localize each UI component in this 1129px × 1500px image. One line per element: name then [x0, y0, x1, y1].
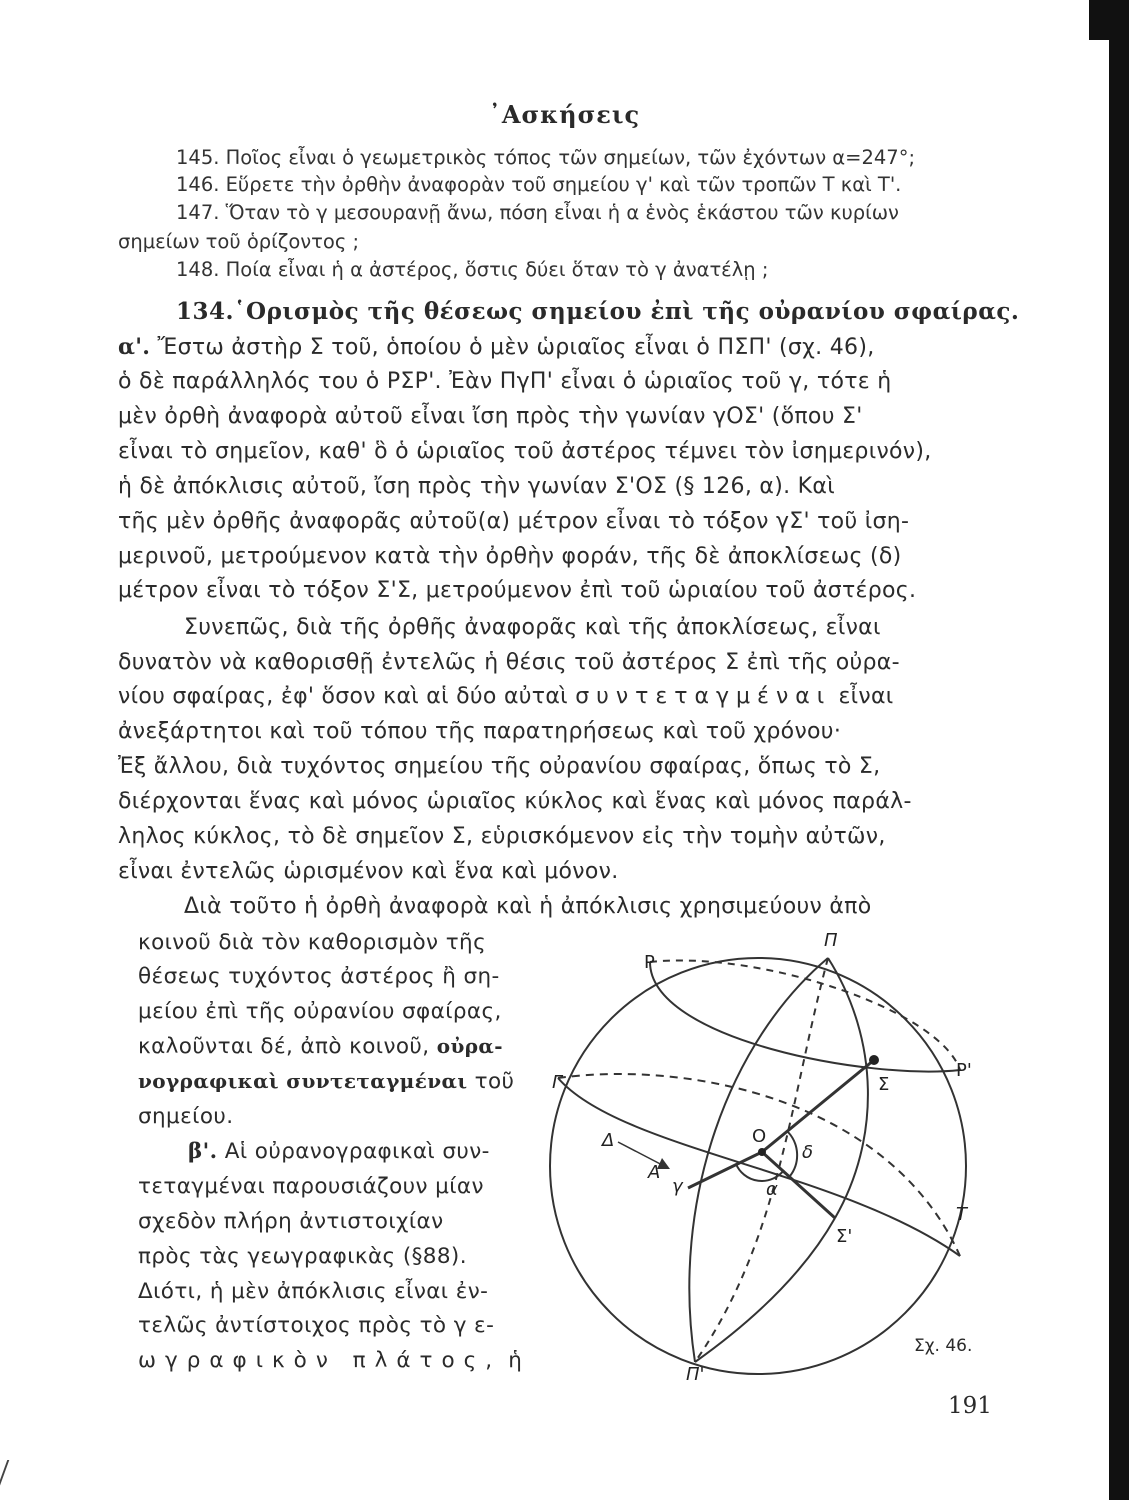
paragraph-line: καλοῦνται δέ, ἀπὸ κοινοῦ, οὐρα-: [138, 1034, 503, 1059]
figure-46-celestial-sphere: [540, 920, 1000, 1380]
exercise-147-cont: σημείων τοῦ ὁρίζοντος ;: [118, 230, 360, 253]
hour-circle-star: [828, 958, 868, 1218]
paragraph-line: πρὸς τὰς γεωγραφικὰς (§88).: [138, 1244, 467, 1269]
paragraph-line: μὲν ὀρθὴ ἀναφορὰ αὐτοῦ εἶναι ἴση πρὸς τὴν γωνίαν γΟΣ' (ὅπου Σ': [118, 404, 863, 429]
paragraph-line: διέρχονται ἕνας καὶ μόνος ὡριαῖος κύκλος καὶ ἕνας καὶ μόνος παράλ-: [118, 789, 912, 814]
exercise-146: 146. Εὕρετε τὴν ὀρθὴν ἀναφορὰν τοῦ σημείου γ' καὶ τῶν τροπῶν Τ καὶ Τ'.: [176, 173, 902, 196]
label-P: Ρ: [644, 952, 655, 973]
page-heading: ᾿Ασκήσεις: [488, 100, 641, 129]
bold-term: οὐρα-: [436, 1034, 503, 1058]
paragraph-line: σχεδὸν πλήρη ἀντιστοιχίαν: [138, 1209, 444, 1234]
section-number: 134.: [176, 298, 235, 325]
section-title-text: ῾Ορισμὸς τῆς θέσεως σημείου ἐπὶ τῆς οὐρανίου σφαίρας.: [234, 298, 1020, 325]
paragraph-line: μείου ἐπὶ τῆς οὐρανίου σφαίρας,: [138, 999, 502, 1024]
paragraph-line: μέτρον εἶναι τὸ τόξον Σ'Σ, μετρούμενον ἐπὶ τοῦ ὡριαίου τοῦ ἀστέρος.: [118, 578, 917, 603]
paragraph-line: τῆς μὲν ὀρθῆς ἀναφορᾶς αὐτοῦ(α) μέτρον εἶναι τὸ τόξον γΣ' τοῦ ἰση-: [118, 509, 910, 534]
paragraph-line: κοινοῦ διὰ τὸν καθορισμὸν τῆς: [138, 930, 487, 955]
paragraph-line: τελῶς ἀντίστοιχος πρὸς τὸ γ ε-: [138, 1313, 495, 1338]
celestial-equator-back: [558, 1074, 960, 1256]
paragraph-line: δυνατὸν νὰ καθορισθῇ ἐντελῶς ἡ θέσις τοῦ ἀστέρος Σ ἐπὶ τῆς οὐρα-: [118, 650, 900, 675]
emphasized-term: συντεταγμέναι: [575, 684, 832, 709]
paragraph-line: Ἐξ ἄλλου, διὰ τυχόντος σημείου τῆς οὐρανίου σφαίρας, ὅπως τὸ Σ,: [118, 754, 881, 779]
scan-edge-top: [1089, 0, 1129, 40]
label-delta: δ: [802, 1142, 814, 1163]
figure-caption: Σχ. 46.: [914, 1336, 973, 1356]
label-Delta: Δ: [602, 1130, 615, 1151]
label-O: Ο: [752, 1126, 767, 1147]
paragraph-line: εἶναι τὸ σημεῖον, καθ' ὃ ὁ ὡριαῖος τοῦ ἀστέρος τέμνει τὸν ἰσημερινόν),: [118, 439, 932, 464]
paragraph-line: α'. Ἔστω ἀστὴρ Σ τοῦ, ὁποίου ὁ μὲν ὡριαῖος εἶναι ὁ ΠΣΠ' (σχ. 46),: [118, 334, 875, 360]
exercise-147: 147. Ὅταν τὸ γ μεσουρανῇ ἄνω, πόση εἶναι ἡ α ἑνὸς ἑκάστου τῶν κυρίων: [176, 201, 899, 224]
paragraph-line: ὁ δὲ παράλληλός του ὁ ΡΣΡ'. Ἐὰν ΠγΠ' εἶναι ὁ ὡριαῖος τοῦ γ, τότε ἡ: [118, 369, 892, 394]
exercise-145: 145. Ποῖος εἶναι ὁ γεωμετρικὸς τόπος τῶν σημείων, τῶν ἐχόντων α=247°;: [176, 146, 916, 169]
hour-circle-star-lower: [695, 1218, 835, 1362]
paragraph-line: ωγραφικὸν πλάτος, ἡ: [138, 1348, 523, 1373]
bold-term: νογραφικαὶ συντεταγμέναι: [138, 1069, 468, 1093]
label-A: Α: [648, 1162, 661, 1183]
section-title: [176, 298, 1019, 325]
exercise-148: 148. Ποία εἶναι ἡ α ἀστέρος, ὅστις δύει ὅταν τὸ γ ἀνατέλῃ ;: [176, 258, 769, 281]
paragraph-line: Διότι, ἡ μὲν ἀπόκλισις εἶναι ἐν-: [138, 1279, 489, 1304]
paragraph-line: Διὰ τοῦτο ἡ ὀρθὴ ἀναφορὰ καὶ ἡ ἀπόκλισις χρησιμεύουν ἀπὸ: [184, 894, 872, 919]
label-P-prime: Ρ': [956, 1060, 972, 1081]
paragraph-line: σημείου.: [138, 1104, 234, 1129]
star-point: [869, 1055, 879, 1065]
page-number: 191: [948, 1393, 992, 1419]
paragraph-line: νογραφικαὶ συντεταγμέναι τοῦ: [138, 1069, 515, 1094]
scan-edge-mark: [0, 1460, 23, 1500]
paragraph-line: μερινοῦ, μετρούμενον κατὰ τὴν ὀρθὴν φοράν, τῆς δὲ ἀποκλίσεως (δ): [118, 544, 902, 569]
paragraph-line: τεταγμέναι παρουσιάζουν μίαν: [138, 1174, 484, 1199]
paragraph-line: ἀνεξάρτητοι καὶ τοῦ τόπου τῆς παρατηρήσεως καὶ τοῦ χρόνου·: [118, 719, 842, 744]
emphasized-term: ωγραφικὸν πλάτος,: [138, 1348, 502, 1373]
parallel-of-star-back: [650, 960, 960, 1070]
angle-delta-arc: [788, 1132, 797, 1176]
label-Gamma: Γ: [552, 1072, 563, 1093]
paragraph-line: Συνεπῶς, διὰ τῆς ὀρθῆς ἀναφορᾶς καὶ τῆς ἀποκλίσεως, εἶναι: [184, 615, 881, 640]
paragraph-line: ληλος κύκλος, τὸ δὲ σημεῖον Σ, εὑρισκόμενον εἰς τὴν τομὴν αὐτῶν,: [118, 824, 886, 849]
label-T: Τ: [956, 1204, 967, 1225]
subsection-b-label: β'.: [188, 1139, 218, 1164]
celestial-equator: [558, 1078, 960, 1256]
label-Pi-prime: Π': [686, 1364, 705, 1380]
label-alpha: α: [766, 1179, 778, 1200]
paragraph-line: ἡ δὲ ἀπόκλισις αὐτοῦ, ἴση πρὸς τὴν γωνίαν Σ'ΟΣ (§ 126, α). Καὶ: [118, 474, 835, 499]
subsection-a-label: α'.: [118, 334, 151, 360]
paragraph-line: νίου σφαίρας, ἐφ' ὅσον καὶ αἱ δύο αὐταὶ συντεταγμέναι εἶναι: [118, 684, 894, 709]
center-point: [758, 1148, 766, 1156]
paragraph-line: θέσεως τυχόντος ἀστέρος ἢ ση-: [138, 964, 500, 989]
label-Sigma: Σ: [878, 1074, 890, 1095]
label-gamma: γ: [672, 1176, 683, 1197]
label-Pi: Π: [824, 930, 838, 951]
paragraph-line: εἶναι ἐντελῶς ὡρισμένον καὶ ἕνα καὶ μόνον.: [118, 859, 619, 884]
label-Sigma-prime: Σ': [836, 1226, 853, 1247]
scan-edge-right: [1109, 0, 1129, 1500]
celestial-sphere-diagram: [540, 920, 1000, 1380]
paragraph-line: β'. Αἱ οὐρανογραφικαὶ συν-: [188, 1139, 490, 1164]
